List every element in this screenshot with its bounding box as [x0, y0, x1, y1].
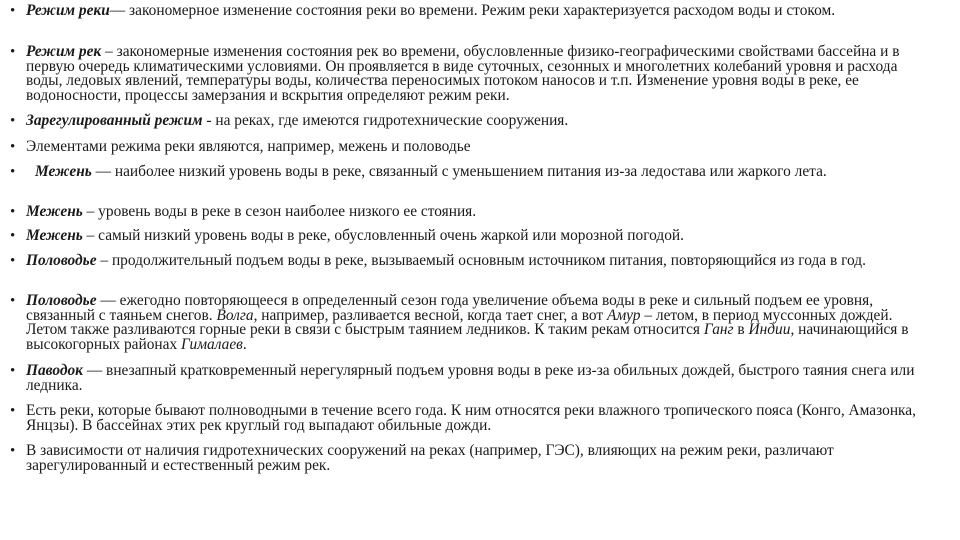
- definition-part: , начинающийся в высокогорных районах: [26, 321, 909, 353]
- bullet-icon: •: [10, 44, 16, 60]
- definition-part: , например, разливается весной, когда тает снег, а вот: [253, 306, 607, 324]
- river-name: Волга: [216, 306, 254, 324]
- bullet-icon: •: [10, 164, 16, 180]
- bullet-item-mezhen-1: [8, 165, 934, 180]
- definition: — наиболее низкий уровень воды в реке, связанный с уменьшением питания из-за ледостава или жаркого лета.: [91, 163, 827, 180]
- definition-part: в: [733, 321, 749, 339]
- bullet-icon: •: [10, 113, 16, 129]
- definition: Элементами режима реки являются, например, межень и половодье: [26, 138, 471, 155]
- bullet-icon: •: [10, 403, 16, 419]
- mountain-name: Гималаев: [181, 335, 243, 353]
- bullet-item-regime: [8, 4, 934, 19]
- term: Паводок: [26, 362, 83, 379]
- definition: – самый низкий уровень воды в реке, обусловленный очень жаркой или морозной погодой.: [82, 227, 684, 244]
- term: Зарегулированный режим: [26, 112, 203, 129]
- definition: Есть реки, которые бывают полноводными в течение всего года. К ним относятся реки влажного тропического пояса (Конго, Амазонка, Янцзы). В бассейнах этих рек круглый год выпадают обильные дожди.: [26, 402, 916, 434]
- bullet-item-regulated: [8, 114, 934, 129]
- bullet-item-mezhen-3: [8, 229, 934, 244]
- term: Половодье: [26, 252, 97, 269]
- definition-part: — ежегодно повторяющееся в определенный сезон года увеличение объема воды в реке и сильный подъем ее уровня, связанный с таяньем снегов.: [26, 292, 874, 324]
- bullet-icon: •: [10, 293, 16, 309]
- definition: – уровень воды в реке в сезон наиболее низкого ее стояния.: [82, 203, 477, 220]
- definition: – продолжительный подъем воды в реке, вызываемый основным источником питания, повторяющийся из года в год.: [96, 252, 866, 269]
- definition-part: .: [242, 335, 247, 353]
- bullet-item-polovodye-2: [8, 294, 934, 352]
- bullet-icon: •: [10, 139, 16, 155]
- definition-part: – летом, в период муссонных дождей. Летом также разливаются горные реки в связи с быстрым таянием ледников. К таким рекам относится: [26, 306, 893, 339]
- bullet-item-regime-rivers: [8, 45, 934, 103]
- bullet-item-polovodye-1: [8, 254, 934, 269]
- bullet-icon: •: [10, 204, 16, 220]
- bullet-icon: •: [10, 363, 16, 379]
- term: Режим рек: [26, 43, 102, 60]
- definition: – закономерные изменения состояния рек во времени, обусловленные физико-географическими свойствами бассейна и в первую очередь климатическими условиями. Он проявляется в виде суточных, сезонных и многолетних колебаний уровня и расхода воды, ледовых явлений, температуры воды, количества переносимых потоком наносов и т.п. Изменение уровня воды в реке, ее водоносности, процессы замерзания и вскрытия определяют режим реки.: [26, 43, 900, 104]
- bullet-icon: •: [10, 443, 16, 459]
- definition: В зависимости от наличия гидротехнических сооружений на реках (например, ГЭС), влияющих на режим реки, различают зарегулированный и естественный режим рек.: [26, 442, 834, 474]
- term: Половодье: [26, 292, 97, 309]
- definition: - на реках, где имеются гидротехнические сооружения.: [202, 112, 569, 129]
- bullet-item-mezhen-2: [8, 205, 934, 220]
- river-name: Ганг: [703, 321, 734, 339]
- bullet-item-hydro-structures: [8, 444, 934, 473]
- term: Межень: [26, 203, 83, 220]
- bullet-icon: •: [10, 3, 16, 19]
- term: Межень: [35, 163, 92, 180]
- bullet-icon: •: [10, 253, 16, 269]
- term: Режим реки: [26, 2, 110, 19]
- definition: — внезапный кратковременный нерегулярный подъем уровня воды в реке из-за обильных дождей, быстрого таяния снега или ледника.: [26, 362, 915, 394]
- bullet-icon: •: [10, 228, 16, 244]
- bullet-item-elements: [8, 140, 934, 155]
- bullet-item-full-rivers: [8, 404, 934, 433]
- term: Межень: [26, 227, 83, 244]
- bullet-item-pavodok: [8, 364, 934, 393]
- river-name: Амур: [606, 306, 641, 324]
- definition: — закономерное изменение состояния реки во времени. Режим реки характеризуется расходом воды и стоком.: [109, 2, 836, 19]
- country-name: Индии: [748, 321, 791, 339]
